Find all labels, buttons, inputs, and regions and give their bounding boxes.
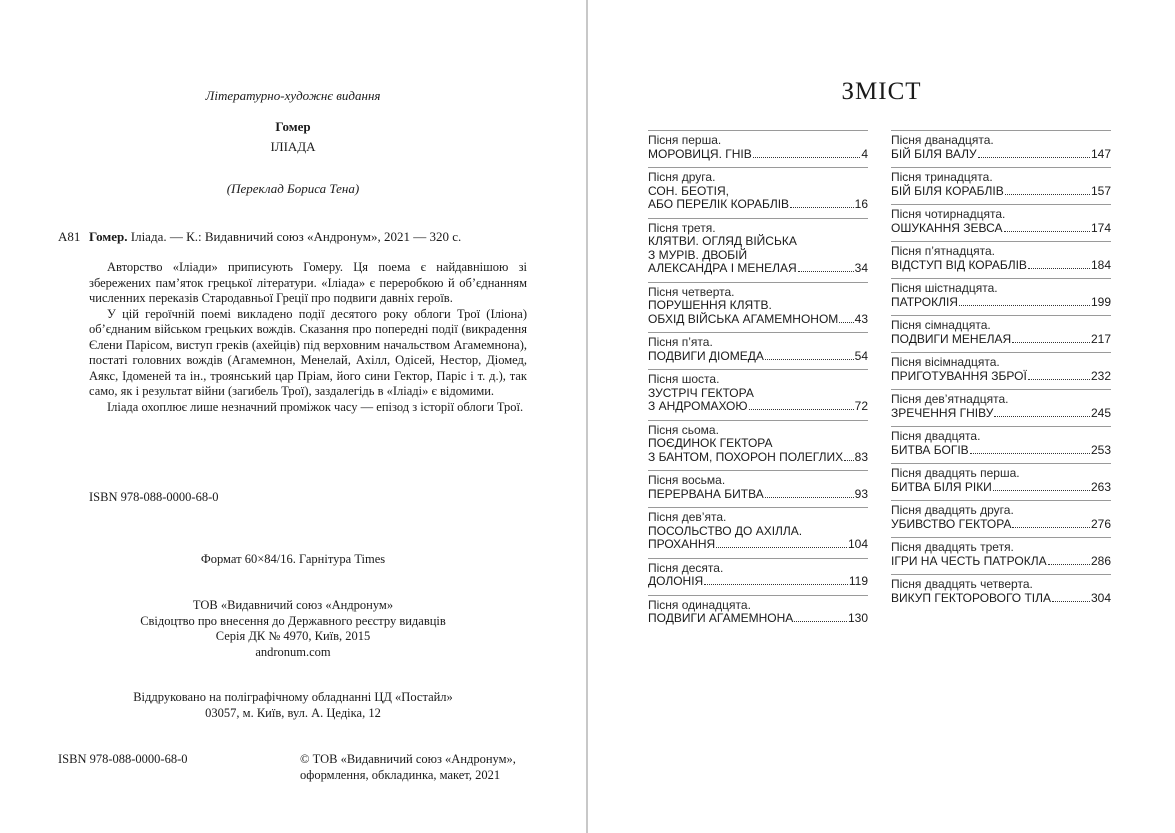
toc-title-line xyxy=(891,296,1111,310)
toc-leader-dots xyxy=(839,322,853,323)
toc-page-number: 104 xyxy=(847,537,868,551)
toc-title: МОРОВИЦЯ. ГНІВ xyxy=(648,146,752,161)
toc-page-number: 286 xyxy=(1090,553,1111,568)
printing-line: Віддруковано на поліграфічному обладнанні ЦД «Постайл» xyxy=(133,690,453,704)
toc-song-number: Пісня дванадцята. xyxy=(891,133,994,147)
catalog-author: Гомер. xyxy=(89,229,128,244)
toc-song-number: Пісня двадцять друга. xyxy=(891,503,1014,517)
toc-entry[interactable] xyxy=(891,537,1111,568)
toc-page-number: 263 xyxy=(1090,479,1111,494)
toc-leader-dots xyxy=(1028,268,1090,269)
toc-song-number: Пісня дев’ятнадцята. xyxy=(891,392,1009,406)
toc-entry[interactable] xyxy=(891,241,1111,272)
catalog-entry xyxy=(89,229,461,245)
toc-page-number: 4 xyxy=(861,146,868,161)
toc-leader-dots xyxy=(993,490,1090,491)
toc-entry[interactable] xyxy=(891,574,1111,605)
toc-entry[interactable] xyxy=(891,463,1111,494)
toc-title-line xyxy=(648,451,868,465)
toc-page-number: 245 xyxy=(1090,405,1111,420)
toc-title: ПОДВИГИ МЕНЕЛАЯ xyxy=(891,331,1012,346)
toc-entry[interactable] xyxy=(891,352,1111,383)
toc-page-number: 54 xyxy=(854,348,868,363)
toc-title-line xyxy=(891,555,1111,569)
toc-leader-dots xyxy=(790,207,854,208)
toc-entry[interactable] xyxy=(891,426,1111,457)
toc-song-number: Пісня десята. xyxy=(648,560,724,575)
annotation xyxy=(89,260,527,415)
toc-title-line xyxy=(891,407,1111,421)
toc-title-line xyxy=(648,612,868,626)
toc-page-number: 276 xyxy=(1090,516,1111,531)
copyright-line: © ТОВ «Видавничий союз «Андронум», xyxy=(300,752,516,766)
toc-title: ПАТРОКЛІЯ xyxy=(891,294,958,309)
book-title: ІЛІАДА xyxy=(270,139,316,154)
toc-heading: ЗМІСТ xyxy=(841,78,922,105)
toc-title-line xyxy=(891,222,1111,236)
toc-page-number: 34 xyxy=(854,261,868,275)
publisher-line: ТОВ «Видавничий союз «Андронум» xyxy=(192,598,394,612)
toc-title: ВІДСТУП ВІД КОРАБЛІВ xyxy=(891,257,1027,272)
toc-title-line xyxy=(648,575,868,589)
toc-column-left xyxy=(648,130,868,632)
toc-title: БИТВА БОГІВ xyxy=(891,442,969,457)
toc-title: ДОЛОНІЯ xyxy=(648,574,704,588)
toc-page-number: 304 xyxy=(1090,590,1111,605)
toc-title: АБО ПЕРЕЛІК КОРАБЛІВ xyxy=(648,197,790,211)
toc-leader-dots xyxy=(794,621,847,622)
toc-title-line xyxy=(891,148,1111,162)
toc-page-number: 232 xyxy=(1090,368,1111,383)
toc-entry[interactable] xyxy=(648,558,868,589)
toc-title: З БАНТОМ, ПОХОРОН ПОЛЕГЛИХ xyxy=(648,449,844,464)
catalog-description: Іліада. — К.: Видавничий союз «Андронум», 2021 — 320 с. xyxy=(130,229,462,244)
toc-page-number: 174 xyxy=(1090,220,1111,235)
toc-entry[interactable] xyxy=(648,420,868,465)
toc-title: З МУРІВ. ДВОБІЙ xyxy=(648,247,748,262)
toc-page-number: 217 xyxy=(1090,331,1111,346)
copyright-notice xyxy=(300,752,516,783)
toc-title-line xyxy=(648,437,868,451)
toc-song-number: Пісня п’ятнадцята. xyxy=(891,244,995,258)
edition-type: Літературно-художнє видання xyxy=(205,88,381,103)
toc-song-number: Пісня дев’ята. xyxy=(648,510,727,524)
toc-entry[interactable] xyxy=(891,315,1111,346)
isbn-footer: ISBN 978-088-0000-68-0 xyxy=(58,752,188,766)
toc-title-line xyxy=(648,262,868,276)
toc-entry[interactable] xyxy=(648,218,868,276)
toc-title-line xyxy=(648,235,868,249)
toc-title: ІГРИ НА ЧЕСТЬ ПАТРОКЛА xyxy=(891,553,1047,568)
toc-title-line xyxy=(648,525,868,539)
toc-title: ПОРУШЕННЯ КЛЯТВ. xyxy=(648,298,772,312)
toc-entry[interactable] xyxy=(648,332,868,363)
toc-entry[interactable] xyxy=(891,389,1111,420)
toc-entry[interactable] xyxy=(648,595,868,626)
toc-title-line xyxy=(891,518,1111,532)
toc-song-number: Пісня четверта. xyxy=(648,284,735,299)
toc-title: БІЙ БІЛЯ КОРАБЛІВ xyxy=(891,183,1004,198)
toc-title: ОШУКАННЯ ЗЕВСА xyxy=(891,220,1003,235)
printing-info xyxy=(0,690,586,721)
toc-page-number: 157 xyxy=(1090,183,1111,198)
publisher-line: Свідоцтво про внесення до Державного реєстру видавців xyxy=(140,613,446,628)
toc-title-line xyxy=(648,538,868,552)
toc-title: БІЙ БІЛЯ ВАЛУ xyxy=(891,146,977,161)
toc-page-number: 43 xyxy=(854,311,868,326)
toc-title: ПРИГОТУВАННЯ ЗБРОЇ xyxy=(891,368,1027,383)
toc-title: АЛЕКСАНДРА І МЕНЕЛАЯ xyxy=(648,261,797,275)
toc-leader-dots xyxy=(765,359,854,360)
toc-title: ОБХІД ВІЙСЬКА АГАМЕМНОНОМ xyxy=(648,311,839,326)
toc-page-number: 147 xyxy=(1090,146,1111,161)
imprint-page xyxy=(0,0,586,833)
toc-title: УБИВСТВО ГЕКТОРА xyxy=(891,516,1012,531)
toc-song-number: Пісня тринадцята. xyxy=(891,170,993,184)
toc-column-right xyxy=(891,130,1111,611)
toc-song-number: Пісня восьма. xyxy=(648,473,726,487)
toc-leader-dots xyxy=(994,416,1090,417)
toc-title-line xyxy=(648,488,868,502)
catalog-code: А81 xyxy=(58,229,81,244)
toc-leader-dots xyxy=(1005,194,1090,195)
isbn: ISBN 978-088-0000-68-0 xyxy=(89,490,219,504)
toc-song-number: Пісня шоста. xyxy=(648,372,720,386)
toc-title: ПОДВИГИ АГАМЕМНОНА xyxy=(648,611,794,625)
toc-song-number: Пісня друга. xyxy=(648,170,716,184)
toc-title-line xyxy=(648,185,868,199)
toc-title-line xyxy=(891,259,1111,273)
toc-leader-dots xyxy=(1048,564,1090,565)
toc-entry[interactable] xyxy=(648,369,868,414)
toc-song-number: Пісня третя. xyxy=(648,220,716,235)
toc-song-number: Пісня сьома. xyxy=(648,422,719,437)
toc-leader-dots xyxy=(978,157,1090,158)
toc-title-line xyxy=(648,400,868,414)
book-author: Гомер xyxy=(275,119,311,134)
toc-title-line xyxy=(648,198,868,212)
toc-title: ВИКУП ГЕКТОРОВОГО ТІЛА xyxy=(891,590,1052,605)
annotation-paragraph: У цій героїчній поемі викладено події десятого року облоги Трої (Іліона) об’єднаним військом грецьких вождів. Сказання про попередні події (викрадення Єлени Парісом, виступ греків (ахейців) під верховним начальством Агамемнона), постаті головних вождів (Агамемнон, Менелай, Ахілл, Одісей, Нестор, Діомед, Аякс, Ідоменей та ін., троянський цар Пріам, його сини Гектор, Паріс і т. д.), так само, як і результат війни (загибель Трої), заздалегідь в «Іліаді» є відомими. xyxy=(89,306,527,398)
toc-title-line xyxy=(891,444,1111,458)
publisher-website: andronum.com xyxy=(255,644,331,659)
toc-song-number: Пісня п’ята. xyxy=(648,335,713,349)
toc-song-number: Пісня шістнадцята. xyxy=(891,281,998,295)
toc-leader-dots xyxy=(716,547,847,548)
toc-leader-dots xyxy=(1012,527,1090,528)
toc-page-number: 184 xyxy=(1090,257,1111,272)
toc-leader-dots xyxy=(1028,379,1090,380)
annotation-paragraph: Іліада охоплює лише незначний проміжок часу — епізод з історії облоги Трої. xyxy=(107,399,524,414)
toc-song-number: Пісня сімнадцята. xyxy=(891,318,991,332)
toc-leader-dots xyxy=(765,497,854,498)
toc-entry[interactable] xyxy=(648,470,868,501)
toc-leader-dots xyxy=(1004,231,1090,232)
toc-song-number: Пісня одинадцята. xyxy=(648,597,751,612)
toc-entry[interactable] xyxy=(891,167,1111,198)
toc-page-number: 253 xyxy=(1090,442,1111,457)
toc-title: КЛЯТВИ. ОГЛЯД ВІЙСЬКА xyxy=(648,234,797,248)
toc-title-line xyxy=(648,299,868,313)
toc-title: З АНДРОМАХОЮ xyxy=(648,399,748,413)
toc-entry[interactable] xyxy=(648,507,868,552)
toc-entry[interactable] xyxy=(891,500,1111,531)
printing-line: 03057, м. Київ, вул. А. Цедіка, 12 xyxy=(205,705,381,720)
toc-title-line xyxy=(891,333,1111,347)
format-info: Формат 60×84/16. Гарнітура Times xyxy=(200,552,386,566)
toc-song-number: Пісня двадцята. xyxy=(891,429,981,443)
toc-title-line xyxy=(648,350,868,364)
toc-page-number: 199 xyxy=(1090,294,1111,309)
toc-title-line xyxy=(891,481,1111,495)
toc-title-line xyxy=(891,592,1111,606)
toc-song-number: Пісня двадцять четверта. xyxy=(891,577,1033,591)
toc-entry[interactable] xyxy=(648,282,868,327)
toc-title-line xyxy=(648,249,868,263)
toc-entry[interactable] xyxy=(648,130,868,161)
toc-title: ПОДВИГИ ДІОМЕДА xyxy=(648,348,764,363)
toc-page-number: 16 xyxy=(854,197,868,211)
publisher-line: Серія ДК № 4970, Київ, 2015 xyxy=(215,629,371,643)
toc-page-number: 130 xyxy=(847,611,868,625)
toc-title: ПРОХАННЯ xyxy=(648,537,716,551)
toc-title: ПОСОЛЬСТВО ДО АХІЛЛА. xyxy=(648,523,803,538)
toc-page-number: 83 xyxy=(854,449,868,464)
publisher-info xyxy=(0,598,586,660)
toc-leader-dots xyxy=(1052,601,1090,602)
toc-title: ПЕРЕРВАНА БИТВА xyxy=(648,486,764,501)
toc-leader-dots xyxy=(1012,342,1090,343)
toc-leader-dots xyxy=(970,453,1090,454)
toc-leader-dots xyxy=(753,157,861,158)
toc-leader-dots xyxy=(844,460,854,461)
toc-page-number: 93 xyxy=(854,486,868,501)
toc-song-number: Пісня перша. xyxy=(648,133,722,147)
toc-title-line xyxy=(648,148,868,162)
toc-title: ПОЄДИНОК ГЕКТОРА xyxy=(648,436,773,450)
toc-page-number: 119 xyxy=(848,574,868,588)
toc-entry[interactable] xyxy=(891,130,1111,161)
toc-leader-dots xyxy=(798,271,854,272)
toc-leader-dots xyxy=(959,305,1090,306)
copyright-line: оформлення, обкладинка, макет, 2021 xyxy=(300,767,501,782)
toc-song-number: Пісня двадцять перша. xyxy=(891,466,1020,480)
translation-credit: (Переклад Бориса Тена) xyxy=(226,181,360,196)
toc-title-line xyxy=(891,185,1111,199)
toc-page-number: 72 xyxy=(854,399,868,413)
toc-title: ЗРЕЧЕННЯ ГНІВУ xyxy=(891,405,994,420)
toc-title-line xyxy=(891,370,1111,384)
toc-leader-dots xyxy=(704,584,848,585)
annotation-paragraph: Авторство «Іліади» приписують Гомеру. Ця поема є найдавнішою зі збережених пам’яток грецької літератури. «Іліада» є переробкою й об’єднанням численних переказів Стародавньої Греції про подвиги давніх героїв. xyxy=(89,260,527,305)
toc-entry[interactable] xyxy=(891,204,1111,235)
toc-entry[interactable] xyxy=(891,278,1111,309)
toc-song-number: Пісня вісімнадцята. xyxy=(891,355,1000,369)
toc-title: СОН. БЕОТІЯ, xyxy=(648,183,729,198)
toc-entry[interactable] xyxy=(648,167,868,212)
toc-title-line xyxy=(648,387,868,401)
toc-song-number: Пісня двадцять третя. xyxy=(891,540,1014,554)
toc-song-number: Пісня чотирнадцята. xyxy=(891,207,1006,221)
toc-title: БИТВА БІЛЯ РІКИ xyxy=(891,479,992,494)
toc-leader-dots xyxy=(749,409,854,410)
toc-title: ЗУСТРІЧ ГЕКТОРА xyxy=(648,385,754,400)
toc-page xyxy=(588,0,1175,833)
toc-title-line xyxy=(648,313,868,327)
